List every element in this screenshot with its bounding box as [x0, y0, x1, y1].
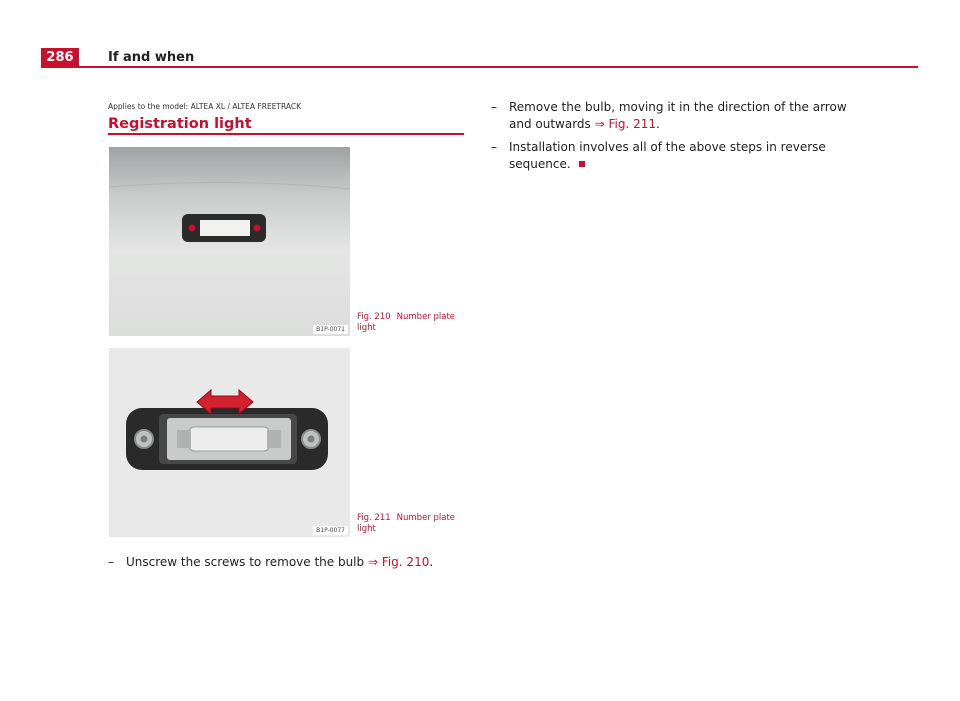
step-installation — [491, 139, 891, 173]
figure-link[interactable]: ⇒ Fig. 211 — [594, 117, 657, 131]
step-text: Remove the bulb, moving it in the direction of the arrow and outwards — [509, 100, 847, 131]
chapter-title: If and when — [108, 50, 195, 65]
applies-to-note: Applies to the model: ALTEA XL / ALTEA FREETRACK — [108, 102, 302, 111]
figure-210-caption — [357, 312, 467, 333]
figure-number: Fig. 210 — [357, 312, 391, 322]
figure-number: Fig. 211 — [357, 513, 391, 523]
page-number: 286 — [41, 48, 79, 68]
figure-code: B1P-0071 — [313, 325, 348, 334]
list-dash: – — [491, 140, 497, 154]
header-rule — [79, 66, 918, 68]
step-tail: . — [656, 117, 660, 131]
figure-code: B1P-0077 — [313, 526, 348, 535]
section-heading: Registration light — [108, 116, 252, 132]
figure-caption-text: Number plate light — [357, 312, 456, 333]
figure-link[interactable]: ⇒ Fig. 210 — [367, 555, 430, 569]
step-tail: . — [429, 555, 434, 569]
end-of-section-marker — [579, 161, 585, 167]
list-dash: – — [108, 555, 114, 569]
section-rule — [108, 133, 464, 135]
figure-211-caption — [357, 513, 467, 534]
step-remove-bulb — [491, 99, 871, 133]
step-text: Unscrew the screws to remove the bulb — [126, 555, 368, 569]
figure-211-image — [109, 348, 350, 537]
step-text: Installation involves all of the above steps in reverse sequence. — [509, 140, 826, 171]
step-unscrew — [108, 554, 468, 571]
figure-caption-text: Number plate light — [357, 513, 456, 534]
list-dash: – — [491, 100, 497, 114]
figure-210-image — [109, 147, 350, 336]
